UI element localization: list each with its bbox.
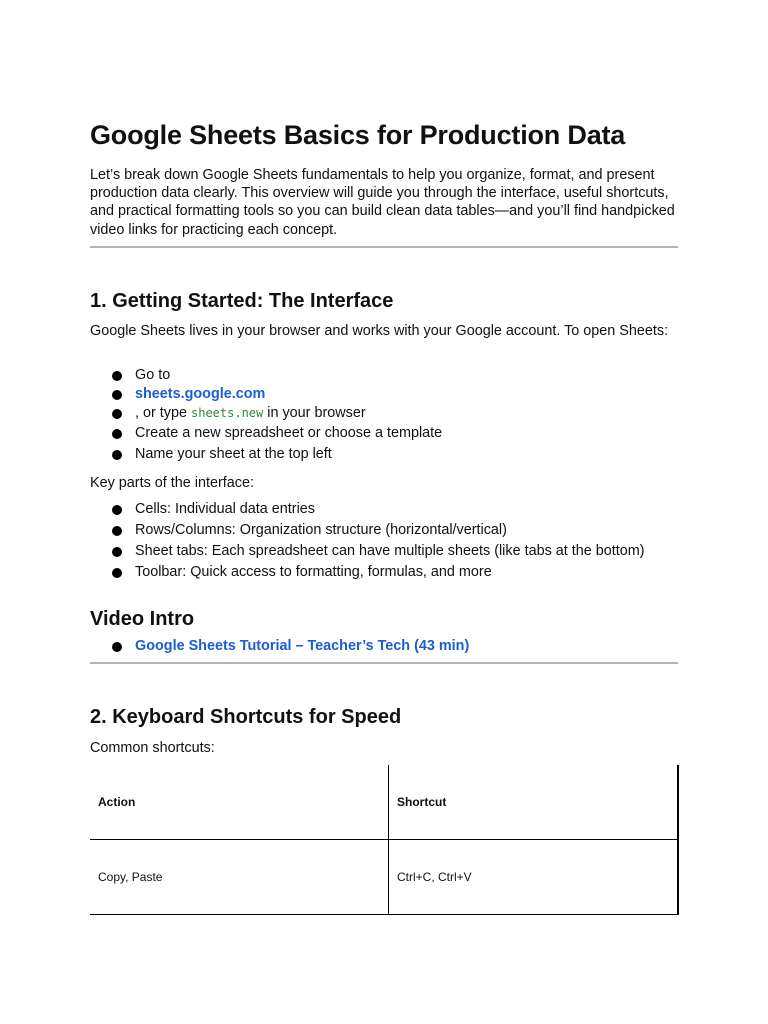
list-item — [90, 636, 469, 657]
bullet-icon — [112, 642, 122, 652]
list-item — [90, 562, 645, 583]
bullet-icon — [112, 450, 122, 460]
parts-lead-text: Key parts of the interface: — [90, 475, 254, 491]
or-type-suffix: in your browser — [263, 405, 366, 421]
part-toolbar: Toolbar: Quick access to formatting, formulas, and more — [135, 564, 492, 580]
bullet-icon — [112, 568, 122, 578]
list-item — [90, 499, 645, 520]
bullet-icon — [112, 409, 122, 419]
page-title: Google Sheets Basics for Production Data — [90, 120, 626, 150]
list-item — [90, 423, 442, 444]
list-item — [90, 385, 442, 404]
shortcuts-lead-text: Common shortcuts: — [90, 740, 215, 756]
table-header-action: Action — [90, 765, 389, 840]
bullet-icon — [112, 429, 122, 439]
name-step-text: Name your sheet at the top left — [135, 446, 332, 462]
interface-lead-text: Google Sheets lives in your browser and works with your Google account. To open Sheets: — [90, 323, 669, 339]
section-heading-video: Video Intro — [90, 608, 195, 630]
shortcuts-table — [90, 765, 679, 915]
or-type-prefix: , or type — [135, 405, 191, 421]
list-item — [90, 520, 645, 541]
list-item — [90, 541, 645, 562]
section-divider — [90, 246, 678, 248]
create-step-text: Create a new spreadsheet or choose a template — [135, 425, 443, 441]
part-sheet-tabs: Sheet tabs: Each spreadsheet can have multiple sheets (like tabs at the bottom) — [135, 543, 645, 559]
table-row — [90, 840, 678, 915]
list-item — [90, 366, 442, 385]
table-cell-action: Copy, Paste — [90, 840, 389, 915]
section-heading-interface: 1. Getting Started: The Interface — [90, 290, 394, 312]
video-list — [90, 636, 469, 657]
bullet-icon — [112, 547, 122, 557]
part-rows-columns: Rows/Columns: Organization structure (horizontal/vertical) — [135, 522, 507, 538]
sheets-new-code: sheets.new — [191, 406, 264, 420]
list-item — [90, 404, 442, 423]
interface-parts-list — [90, 499, 645, 583]
bullet-icon — [112, 390, 122, 400]
bullet-icon — [112, 371, 122, 381]
table-header-row — [90, 765, 678, 840]
sheets-google-link[interactable]: sheets.google.com — [135, 386, 266, 402]
part-cells: Cells: Individual data entries — [135, 501, 315, 517]
bullet-icon — [112, 526, 122, 536]
table-cell-shortcut: Ctrl+C, Ctrl+V — [389, 840, 679, 915]
intro-paragraph: Let’s break down Google Sheets fundamentals to help you organize, format, and present production data clearly. This overview will guide you through the interface, useful shortcuts, and practical formatting tools so you can build clean data tables—and you’ll find handpicked video links for practicing each concept. — [90, 167, 675, 238]
section-heading-shortcuts: 2. Keyboard Shortcuts for Speed — [90, 706, 402, 728]
go-to-text: Go to — [135, 367, 171, 383]
section-divider — [90, 662, 678, 664]
table-header-shortcut: Shortcut — [389, 765, 679, 840]
list-item — [90, 444, 442, 465]
bullet-icon — [112, 505, 122, 515]
open-steps-list — [90, 366, 442, 465]
video-tutorial-link[interactable]: Google Sheets Tutorial – Teacher’s Tech (43 min) — [135, 638, 470, 654]
